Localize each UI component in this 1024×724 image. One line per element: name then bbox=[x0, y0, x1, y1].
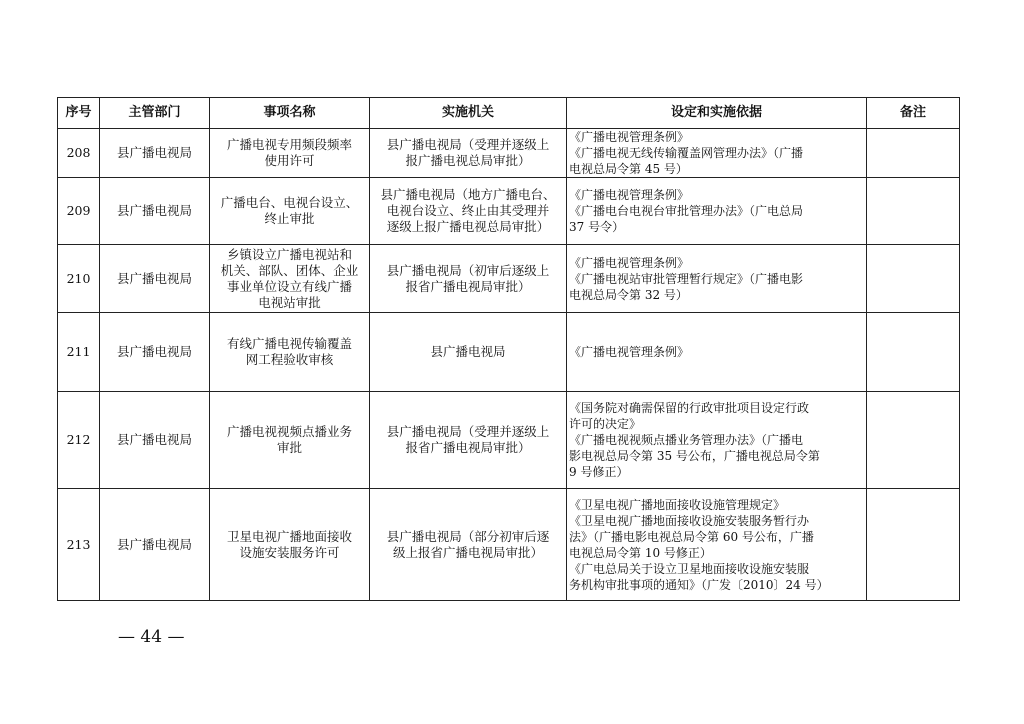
header-department: 主管部门 bbox=[100, 98, 210, 129]
cell-agency bbox=[370, 245, 567, 313]
cell-serial-no: 208 bbox=[58, 129, 100, 178]
basis-line: 《广播电视管理条例》 bbox=[569, 130, 690, 144]
cell-remarks bbox=[867, 129, 960, 178]
basis-line: 《广播电视管理条例》 bbox=[569, 188, 690, 202]
agency-line: 县广播电视局 bbox=[430, 344, 506, 359]
basis-line: 37 号令） bbox=[569, 220, 625, 234]
cell-serial-no: 213 bbox=[58, 489, 100, 601]
cell-department: 县广播电视局 bbox=[100, 129, 210, 178]
basis-line: 《广播电视管理条例》 bbox=[569, 345, 690, 359]
cell-agency bbox=[370, 489, 567, 601]
basis-line: 务机构审批事项的通知》（广发〔2010〕24 号） bbox=[569, 577, 829, 592]
cell-serial-no: 210 bbox=[58, 245, 100, 313]
item-name-line: 终止审批 bbox=[264, 211, 315, 226]
table-row bbox=[58, 313, 960, 392]
cell-item-name bbox=[210, 313, 370, 392]
agency-line: 报广播电视总局审批） bbox=[405, 153, 531, 168]
agency-line: 逐级上报广播电视总局审批） bbox=[386, 219, 550, 234]
cell-item-name bbox=[210, 489, 370, 601]
item-name-line: 卫星电视广播地面接收 bbox=[226, 528, 352, 544]
item-name-line: 有线广播电视传输覆盖 bbox=[226, 336, 352, 351]
agency-line: 县广播电视局（受理并逐级上 bbox=[386, 137, 550, 152]
basis-line: 《国务院对确需保留的行政审批项目设定行政 bbox=[569, 401, 810, 415]
agency-line: 县广播电视局（地方广播电台、 bbox=[380, 187, 556, 202]
item-name-line: 设施安装服务许可 bbox=[239, 544, 340, 560]
cell-serial-no: 211 bbox=[58, 313, 100, 392]
item-name-line: 乡镇设立广播电视站和 bbox=[226, 246, 352, 262]
basis-line: 电视总局令第 10 号修正） bbox=[569, 545, 712, 560]
agency-line: 报省广播电视局审批） bbox=[405, 278, 531, 294]
cell-agency bbox=[370, 178, 567, 245]
cell-serial-no: 209 bbox=[58, 178, 100, 245]
cell-agency bbox=[370, 313, 567, 392]
cell-basis bbox=[567, 313, 867, 392]
cell-department: 县广播电视局 bbox=[100, 392, 210, 489]
basis-line: 《广播电视视频点播业务管理办法》（广播电 bbox=[569, 433, 804, 447]
item-name-line: 审批 bbox=[276, 440, 302, 455]
cell-basis bbox=[567, 178, 867, 245]
item-name-line: 机关、部队、团体、企业 bbox=[220, 262, 359, 278]
cell-agency bbox=[370, 129, 567, 178]
item-name-line: 广播电台、电视台设立、 bbox=[220, 195, 359, 210]
cell-serial-no: 212 bbox=[58, 392, 100, 489]
table-row bbox=[58, 129, 960, 178]
cell-agency bbox=[370, 392, 567, 489]
item-name-line: 电视站审批 bbox=[258, 294, 321, 310]
cell-department: 县广播电视局 bbox=[100, 178, 210, 245]
table-header-row bbox=[58, 98, 960, 129]
basis-line: 《广播电台电视台审批管理办法》（广电总局 bbox=[569, 204, 804, 218]
cell-basis bbox=[567, 129, 867, 178]
item-name-line: 广播电视专用频段频率 bbox=[226, 137, 352, 152]
basis-line: 法》（广播电影电视总局令第 60 号公布，广播 bbox=[569, 529, 814, 544]
agency-line: 电视台设立、终止由其受理并 bbox=[386, 203, 550, 218]
agency-line: 县广播电视局（部分初审后逐 bbox=[386, 528, 550, 544]
basis-line: 《卫星电视广播地面接收设施安装服务暂行办 bbox=[569, 513, 810, 528]
basis-line: 《卫星电视广播地面接收设施管理规定》 bbox=[569, 497, 786, 512]
header-remarks: 备注 bbox=[867, 98, 960, 129]
basis-line: 电视总局令第 45 号） bbox=[569, 162, 688, 176]
table-body bbox=[58, 129, 960, 601]
cell-remarks bbox=[867, 392, 960, 489]
cell-basis bbox=[567, 392, 867, 489]
item-name-line: 事业单位设立有线广播 bbox=[226, 278, 352, 294]
agency-line: 县广播电视局（初审后逐级上 bbox=[386, 262, 550, 278]
header-basis: 设定和实施依据 bbox=[567, 98, 867, 129]
basis-line: 《广播电视管理条例》 bbox=[569, 255, 690, 270]
cell-remarks bbox=[867, 489, 960, 601]
agency-line: 级上报省广播电视局审批） bbox=[392, 544, 543, 560]
item-name-line: 广播电视视频点播业务 bbox=[226, 424, 352, 439]
agency-line: 报省广播电视局审批） bbox=[405, 440, 531, 455]
header-serial-no: 序号 bbox=[58, 98, 100, 129]
table-row bbox=[58, 489, 960, 601]
cell-item-name bbox=[210, 129, 370, 178]
agency-line: 县广播电视局（受理并逐级上 bbox=[386, 424, 550, 439]
cell-item-name bbox=[210, 245, 370, 313]
basis-line: 《广播电视站审批管理暂行规定》（广播电影 bbox=[569, 271, 804, 286]
cell-remarks bbox=[867, 178, 960, 245]
table-row bbox=[58, 245, 960, 313]
basis-line: 许可的决定》 bbox=[569, 417, 642, 431]
basis-line: 9 号修正） bbox=[569, 465, 629, 479]
cell-remarks bbox=[867, 245, 960, 313]
header-item-name: 事项名称 bbox=[210, 98, 370, 129]
cell-remarks bbox=[867, 313, 960, 392]
basis-line: 《广电总局关于设立卫星地面接收设施安装服 bbox=[569, 561, 810, 576]
cell-department: 县广播电视局 bbox=[100, 489, 210, 601]
cell-basis bbox=[567, 489, 867, 601]
table-row bbox=[58, 178, 960, 245]
cell-item-name bbox=[210, 178, 370, 245]
basis-line: 《广播电视无线传输覆盖网管理办法》（广播 bbox=[569, 146, 804, 160]
page-number: — 44 — bbox=[118, 627, 185, 647]
header-agency: 实施机关 bbox=[370, 98, 567, 129]
cell-department: 县广播电视局 bbox=[100, 313, 210, 392]
basis-line: 电视总局令第 32 号） bbox=[569, 287, 688, 302]
item-name-line: 使用许可 bbox=[264, 153, 315, 168]
item-name-line: 网工程验收审核 bbox=[245, 352, 334, 367]
table-row bbox=[58, 392, 960, 489]
basis-line: 影电视总局令第 35 号公布，广播电视总局令第 bbox=[569, 449, 820, 463]
approval-items-table bbox=[57, 97, 960, 601]
cell-item-name bbox=[210, 392, 370, 489]
cell-department: 县广播电视局 bbox=[100, 245, 210, 313]
cell-basis bbox=[567, 245, 867, 313]
